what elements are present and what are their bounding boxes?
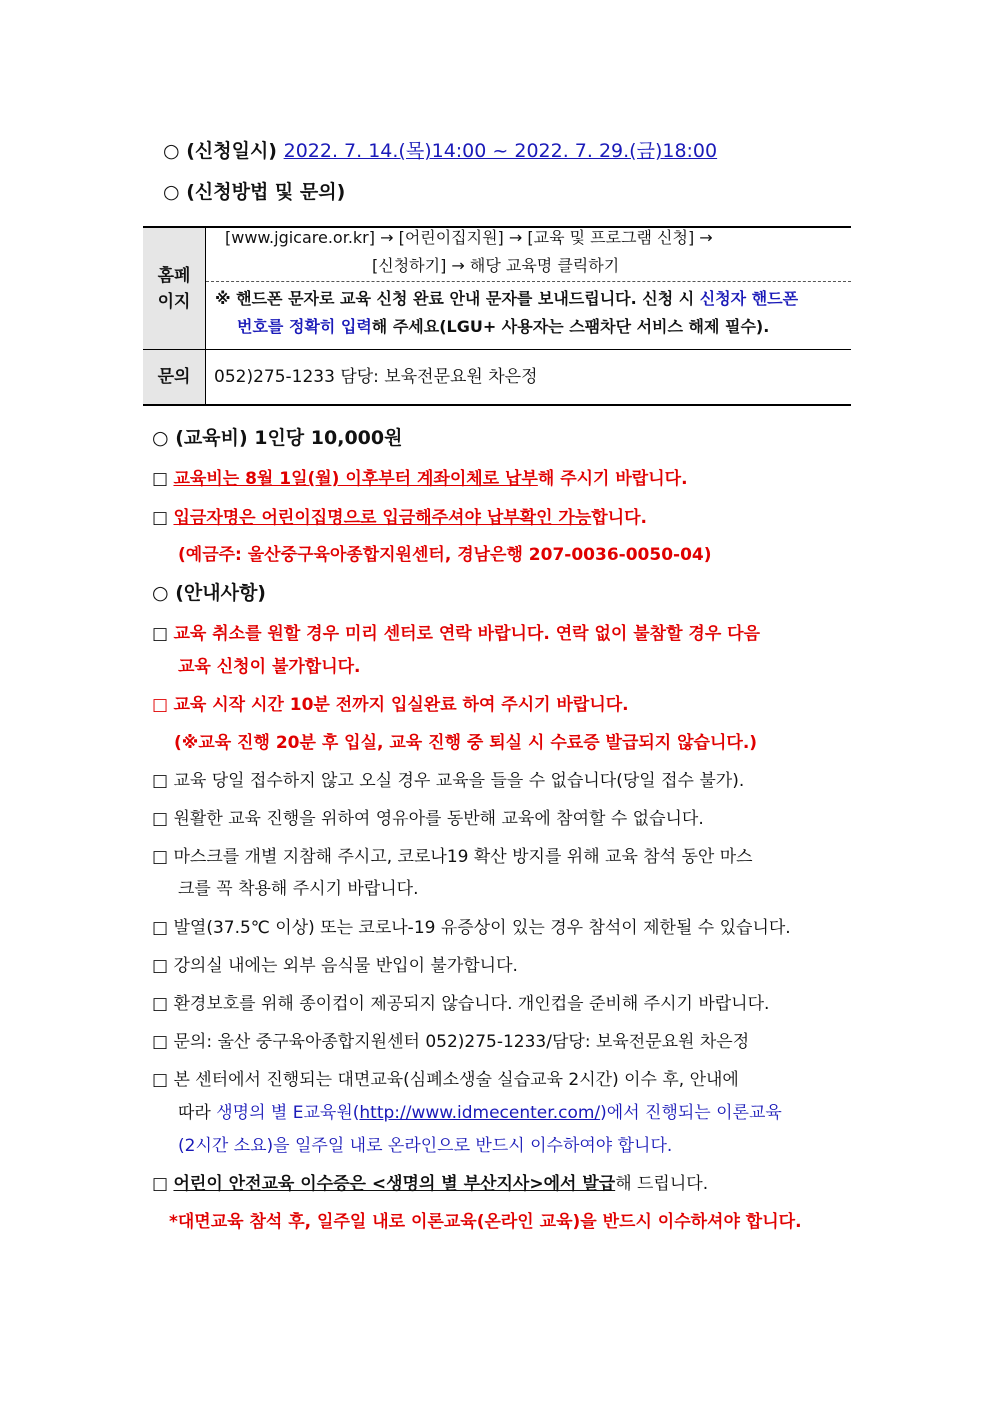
guide-item-cup-text: 환경보호를 위해 종이컵이 제공되지 않습니다. 개인컵을 준비해 주시기 바랍니다.: [173, 994, 770, 1014]
guide-item-checkin-line2: (※교육 진행 20분 후 입실, 교육 진행 중 퇴실 시 수료증 발급되지 않습니다.): [174, 733, 758, 753]
guide-item-mask: [152, 845, 753, 869]
guide-item-cancel-line2: 교육 신청이 불가합니다.: [178, 657, 361, 677]
checkbox-icon: □: [152, 847, 169, 867]
apply-method-table: [143, 226, 851, 406]
checkbox-icon: □: [152, 1032, 169, 1052]
online-line2-center: 생명의 별 E교육원(: [216, 1103, 360, 1123]
guide-item-mask-line2: 크를 꼭 착용해 주시기 바랍니다.: [178, 879, 419, 899]
checkbox-icon: □: [152, 956, 169, 976]
fee-item-2-underlined: 입금자명은 어린이집명으로 입금해주셔야 납부확인 가능: [173, 508, 592, 528]
guide-item-checkin-line1: 교육 시작 시간 10분 전까지 입실완료 하여 주시기 바랍니다.: [173, 695, 629, 715]
sms-notice-part1: ※ 핸드폰 문자로 교육 신청 완료 안내 문자를 보내드립니다. 신청 시: [215, 289, 700, 308]
guide-item-cancel: [152, 622, 760, 646]
checkbox-icon: □: [152, 918, 169, 938]
guide-item-mask-line1: 마스크를 개별 지참해 주시고, 코로나19 확산 방지를 위해 교육 참석 동안 마스: [173, 847, 753, 867]
guide-item-children-text: 원활한 교육 진행을 위하여 영유아를 동반해 교육에 참여할 수 없습니다.: [173, 809, 704, 829]
homepage-label-cell: [143, 228, 206, 349]
apply-date-label: ○ (신청일시): [163, 140, 277, 162]
apply-date-row: [163, 139, 717, 163]
guide-item-online-line2: [178, 1101, 782, 1125]
final-note: *대면교육 참석 후, 일주일 내로 이론교육(온라인 교육)을 반드시 이수하셔야 합니다.: [169, 1212, 802, 1232]
fee-account-info: (예금주: 울산중구육아종합지원센터, 경남은행 207-0036-0050-04): [178, 545, 712, 565]
guide-item-online: [152, 1068, 739, 1092]
homepage-path-line1: [www.jgicare.or.kr] → [어린이집지원] → [교육 및 프로그램 신청] →: [225, 228, 713, 247]
guide-item-onsite: [152, 769, 744, 793]
sms-notice-highlight2: 번호를 정확히 입력: [237, 317, 372, 336]
homepage-label-line1: 홈페: [157, 266, 191, 286]
fee-item-2: [152, 506, 647, 530]
guide-item-fever-text: 발열(37.5℃ 이상) 또는 코로나-19 유증상이 있는 경우 참석이 제한될 수 있습니다.: [173, 918, 791, 938]
checkbox-icon: □: [152, 994, 169, 1014]
sms-notice-line2: [237, 316, 769, 338]
guide-item-online-line3: (2시간 소요)을 일주일 내로 온라인으로 반드시 이수하여야 합니다.: [178, 1136, 673, 1156]
guide-heading: ○ (안내사항): [152, 582, 266, 604]
checkbox-icon: □: [152, 624, 169, 644]
certificate-rest: 해 드립니다.: [615, 1174, 709, 1194]
guide-item-cancel-line1: 교육 취소를 원할 경우 미리 센터로 연락 바랍니다. 연락 없이 불참할 경우 다음: [173, 624, 761, 644]
guide-item-contact: [152, 1030, 749, 1054]
checkbox-icon: □: [152, 1174, 169, 1194]
guide-item-checkin: [152, 693, 629, 717]
idmecenter-link[interactable]: http://www.idmecenter.com/: [359, 1103, 601, 1123]
online-line2-suffix: )에서 진행되는 이론교육: [600, 1103, 782, 1123]
checkbox-icon: □: [152, 469, 169, 489]
guide-item-fever: [152, 916, 791, 940]
checkbox-icon: □: [152, 809, 169, 829]
homepage-label-line2: 이지: [157, 292, 191, 312]
contact-label-cell: [143, 350, 206, 404]
checkbox-icon: □: [152, 508, 169, 528]
online-line2-prefix: 따라: [178, 1103, 217, 1123]
checkbox-icon: □: [152, 1070, 169, 1090]
sms-notice-highlight1: 신청자 핸드폰: [699, 289, 799, 308]
guide-item-onsite-text: 교육 당일 접수하지 않고 오실 경우 교육을 들을 수 없습니다(당일 접수 불가).: [173, 771, 745, 791]
guide-item-online-line1: 본 센터에서 진행되는 대면교육(심폐소생술 실습교육 2시간) 이수 후, 안내에: [173, 1070, 739, 1090]
apply-method-heading: ○ (신청방법 및 문의): [163, 181, 346, 203]
fee-item-2-rest: 합니다.: [591, 508, 648, 528]
guide-item-certificate: [152, 1172, 708, 1196]
table-dashed-divider: [206, 281, 851, 282]
fee-item-1: [152, 467, 688, 491]
certificate-underlined: 어린이 안전교육 이수증은 <생명의 별 부산지사>에서 발급: [173, 1174, 616, 1194]
sms-notice-part2: 해 주세요(LGU+ 사용자는 스팸차단 서비스 해제 필수).: [371, 317, 770, 336]
guide-item-contact-text: 문의: 울산 중구육아종합지원센터 052)275-1233/담당: 보육전문요원 차은정: [173, 1032, 750, 1052]
table-bottom-rule: [143, 404, 851, 406]
guide-item-food-text: 강의실 내에는 외부 음식물 반입이 불가합니다.: [173, 956, 518, 976]
checkbox-icon: □: [152, 771, 169, 791]
homepage-path-line2: [신청하기] → 해당 교육명 클릭하기: [372, 256, 620, 275]
guide-item-cup: [152, 992, 769, 1016]
table-middle-rule: [143, 349, 851, 350]
fee-item-1-rest: 해 주시기 바랍니다.: [537, 469, 688, 489]
checkbox-icon: □: [152, 695, 169, 715]
guide-item-children: [152, 807, 704, 831]
sms-notice-line1: [215, 288, 798, 310]
guide-item-food: [152, 954, 518, 978]
fee-item-1-underlined: 교육비는 8월 1일(월) 이후부터 계좌이체로 납부: [173, 469, 538, 489]
contact-label: 문의: [157, 367, 191, 387]
apply-date-value: 2022. 7. 14.(목)14:00 ~ 2022. 7. 29.(금)18:00: [283, 140, 718, 162]
fee-heading: ○ (교육비) 1인당 10,000원: [152, 427, 403, 449]
contact-value: 052)275-1233 담당: 보육전문요원 차은정: [214, 367, 538, 387]
